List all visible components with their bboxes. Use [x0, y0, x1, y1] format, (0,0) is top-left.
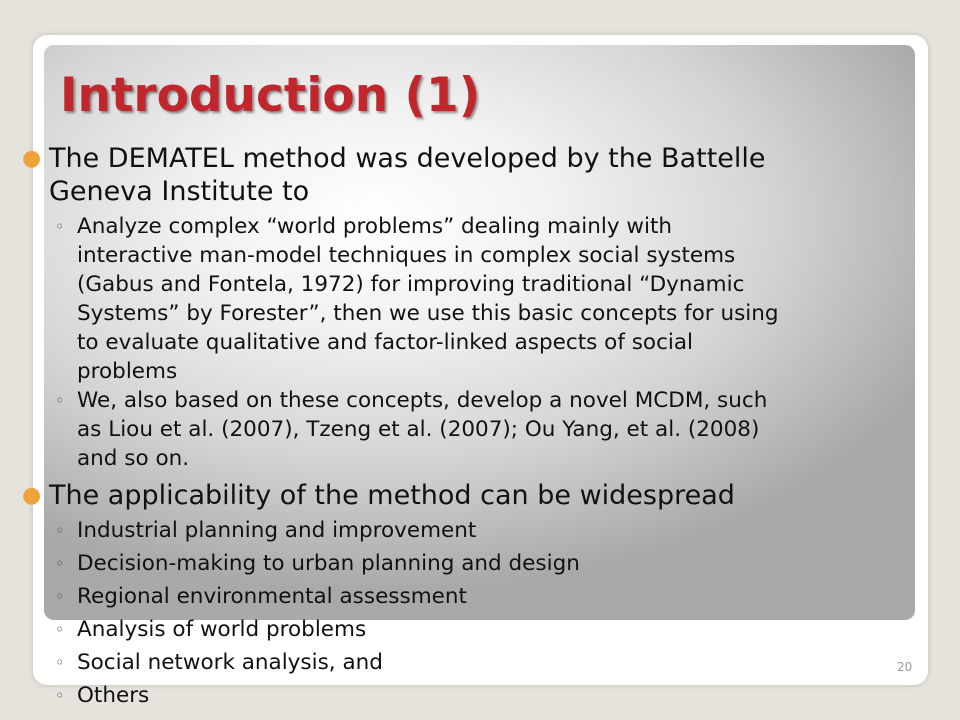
bullet-ring-icon: ◦ — [55, 587, 65, 606]
bullet-line: (Gabus and Fontela, 1972) for improving traditional “Dynamic — [77, 272, 745, 297]
bullet-line: Analyze complex “world problems” dealing mainly with — [77, 214, 673, 239]
bullet-line: The DEMATEL method was developed by the Battelle — [49, 143, 766, 174]
bullet-ring-icon: ◦ — [55, 686, 65, 705]
bullet-ring-icon: ◦ — [55, 521, 65, 540]
bullet-level2 — [0, 516, 960, 545]
bullet-line: We, also based on these concepts, develop a novel MCDM, such — [77, 388, 768, 413]
bullet-level2 — [0, 681, 960, 710]
bullet-level2 — [0, 648, 960, 677]
slide-number: 20 — [897, 660, 913, 674]
bullet-line: problems — [77, 359, 178, 384]
bullet-level2 — [0, 549, 960, 578]
bullet-line: The applicability of the method can be widespread — [49, 480, 735, 511]
bullet-level2 — [0, 582, 960, 611]
bullet-line: Regional environmental assessment — [77, 584, 467, 609]
bullet-level2 — [0, 386, 960, 473]
bullet-line: Analysis of world problems — [77, 617, 367, 642]
bullet-line: Industrial planning and improvement — [77, 518, 477, 543]
bullet-level1 — [0, 142, 960, 208]
bullet-dot-icon: ● — [22, 483, 42, 508]
bullet-line: to evaluate qualitative and factor-linked aspects of social — [77, 330, 694, 355]
bullet-dot-icon: ● — [22, 146, 42, 171]
bullet-line: as Liou et al. (2007), Tzeng et al. (2007); Ou Yang, et al. (2008) — [77, 417, 760, 442]
bullet-line: interactive man-model techniques in complex social systems — [77, 243, 736, 268]
bullet-level2 — [0, 212, 960, 386]
bullet-line: Others — [77, 683, 150, 708]
bullet-line: and so on. — [77, 446, 190, 471]
slide-content — [0, 142, 960, 710]
bullet-ring-icon: ◦ — [55, 217, 65, 236]
bullet-line: Geneva Institute to — [49, 176, 310, 207]
bullet-ring-icon: ◦ — [55, 391, 65, 410]
bullet-line: Social network analysis, and — [77, 650, 383, 675]
slide-title: Introduction (1) — [60, 68, 481, 123]
bullet-ring-icon: ◦ — [55, 554, 65, 573]
bullet-level1 — [0, 479, 960, 512]
bullet-level2 — [0, 615, 960, 644]
bullet-line: Systems” by Forester”, then we use this basic concepts for using — [77, 301, 779, 326]
bullet-line: Decision-making to urban planning and design — [77, 551, 580, 576]
bullet-ring-icon: ◦ — [55, 620, 65, 639]
bullet-ring-icon: ◦ — [55, 653, 65, 672]
